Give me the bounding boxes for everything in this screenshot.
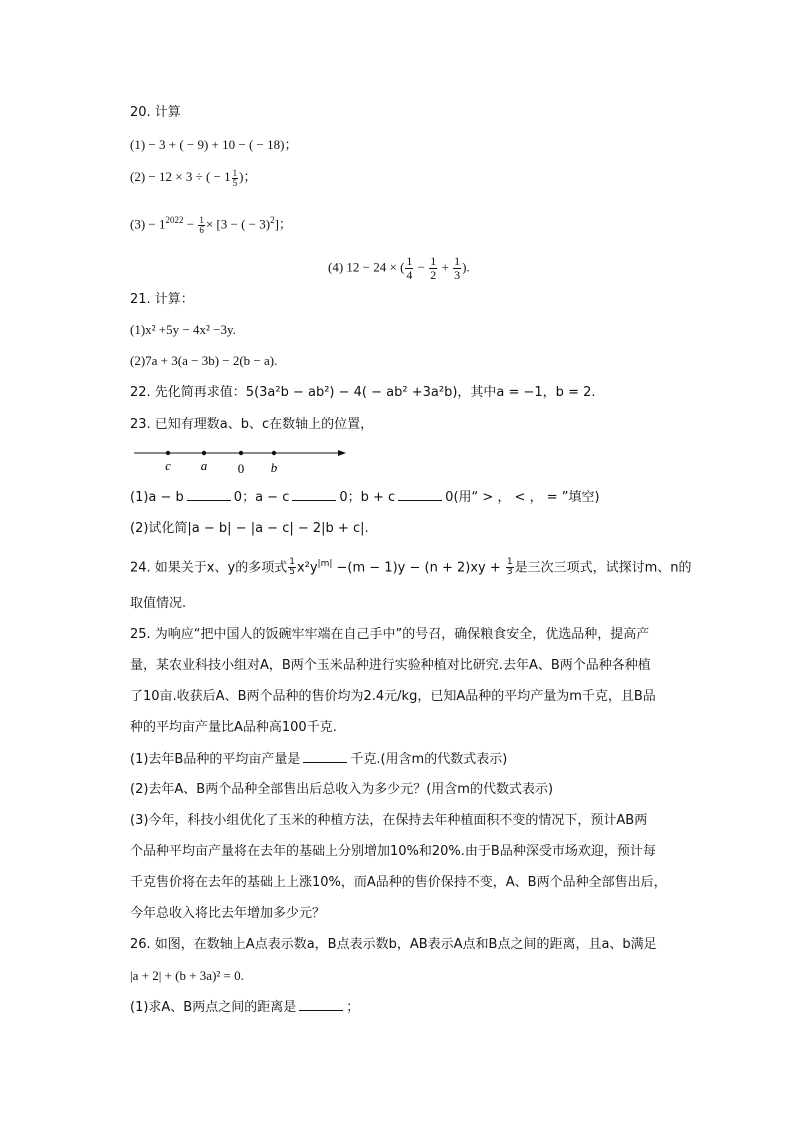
q26-line1: 26. 如图，在数轴上A点表示数a，B点表示数b，AB表示A点和B点之间的距离，且a、b满足: [130, 937, 657, 952]
q25-part1: [130, 750, 507, 769]
q20-part4-minus: −: [414, 259, 429, 275]
q23-part1-a: (1)a − b: [130, 490, 184, 505]
q20-part4-fraction1: [405, 255, 413, 282]
fraction-denominator: 6: [199, 224, 204, 235]
q20-part4-prefix: (4) 12 − 24 × (: [328, 259, 405, 275]
q24-line1: [130, 555, 692, 577]
label-zero: 0: [237, 461, 245, 475]
q24-middle: −(m − 1)y − (n + 2)xy +: [332, 560, 505, 576]
label-c: c: [165, 458, 171, 473]
q20-part2-prefix: (2) − 12 × 3 ÷ ( − 1: [130, 169, 231, 184]
point-c: [166, 451, 170, 455]
q20-part4: [328, 255, 470, 282]
q20-part4-end: ).: [462, 259, 470, 275]
q20-part3-minus: −: [183, 216, 198, 232]
q26-part1-semicolon: ；: [346, 1000, 360, 1015]
q20-part1: (1) − 3 + ( − 9) + 10 − ( − 18)；: [130, 137, 298, 152]
q24-term: x²y: [296, 560, 318, 576]
q25-line4: 种的平均亩产量比A品种高100千克.: [130, 720, 337, 735]
q26-part1-text: (1)求A、B两点之间的距离是: [130, 1000, 297, 1015]
q25-part3-line3: 千克售价将在去年的基础上上涨10%，而A品种的售价保持不变，A、B两个品种全部售出后，: [130, 875, 667, 890]
q20-part3-suffix: × [3 − ( − 3): [205, 216, 271, 232]
fraction-numerator: 1: [406, 254, 413, 268]
q20-part2-fraction: [232, 169, 239, 188]
fraction-numerator: 1: [430, 254, 437, 268]
arrow-head-icon: [338, 450, 346, 456]
q21-part1: (1)x² +5y − 4x² −3y.: [130, 322, 236, 337]
q20-part3-exponent: 2022: [165, 215, 184, 225]
label-b: b: [270, 460, 278, 475]
fraction-numerator: 1: [506, 557, 513, 568]
q25-part1-a: (1)去年B品种的平均亩产量是: [130, 752, 301, 767]
number-line-figure: [130, 445, 350, 475]
fraction-denominator: 3: [454, 268, 461, 282]
q25-part1-b: 千克.(用含m的代数式表示): [350, 752, 508, 767]
q24-line2: 取值情况.: [130, 596, 187, 611]
q21-part2: (2)7a + 3(a − 3b) − 2(b − a).: [130, 353, 278, 368]
q24-fraction2: [506, 558, 514, 577]
fraction-numerator: 1: [232, 167, 238, 178]
q20-part3-prefix: (3) − 1: [130, 216, 166, 232]
q20-part4-plus: +: [438, 259, 453, 275]
fraction-numerator: 1: [454, 254, 461, 268]
q24-prefix: 24. 如果关于x、y的多项式: [130, 560, 288, 576]
q20-title: 20. 计算: [130, 105, 181, 120]
point-zero: [239, 451, 243, 455]
q23-part1: [130, 488, 600, 507]
answer-blank-1[interactable]: [187, 488, 231, 501]
fraction-denominator: 3: [506, 567, 513, 578]
q23-part1-b: 0；a − c: [233, 490, 290, 505]
q25-part2: (2)去年A、B两个品种全部售出后总收入为多少元？(用含m的代数式表示): [130, 782, 554, 797]
q25-part3-line4: 今年总收入将比去年增加多少元？: [130, 906, 326, 921]
fraction-denominator: 5: [232, 177, 238, 188]
q26-part1: [130, 998, 359, 1017]
q22-text: 22. 先化简再求值：5(3a²b − ab²) − 4( − ab² +3a²b)，其中a = −1，b = 2.: [130, 385, 596, 400]
q24-end: 是三次三项式，试探讨m、n的: [514, 560, 692, 576]
q25-line3: 了10亩.收获后A、B两个品种的售价均为2.4元/kg，已知A品种的平均产量为m千克，且B品: [130, 689, 656, 704]
point-b: [272, 451, 276, 455]
q24-exponent: |m|: [317, 559, 333, 569]
q21-title: 21. 计算：: [130, 292, 194, 307]
q20-part4-fraction3: [453, 255, 461, 282]
q23-part2: (2)试化简|a − b| − |a − c| − 2|b + c|.: [130, 521, 369, 536]
q25-part3-line2: 个品种平均亩产量将在去年的基础上分别增加10%和20%.由于B品种深受市场欢迎，预计每: [130, 844, 656, 859]
point-a: [202, 451, 206, 455]
q23-part1-d: 0(用“ > ， < ， = ”填空): [445, 490, 600, 505]
q26-line2: |a + 2| + (b + 3a)² = 0.: [130, 968, 244, 983]
q20-part3-fraction: [198, 216, 205, 235]
answer-blank-4[interactable]: [303, 750, 347, 763]
fraction-numerator: 1: [289, 557, 295, 568]
q25-part3-line1: (3)今年，科技小组优化了玉米的种植方法，在保持去年种植面积不变的情况下，预计AB两: [130, 813, 648, 828]
q20-part3-end: ]；: [274, 216, 292, 232]
label-a: a: [200, 458, 208, 473]
q20-part2: [130, 168, 256, 188]
fraction-denominator: 4: [406, 268, 413, 282]
q23-part1-c: 0；b + c: [339, 490, 396, 505]
answer-blank-5[interactable]: [299, 998, 343, 1011]
answer-blank-2[interactable]: [292, 488, 336, 501]
q24-fraction1: [288, 558, 296, 577]
answer-blank-3[interactable]: [398, 488, 442, 501]
fraction-numerator: 1: [199, 214, 204, 225]
q23-title: 23. 已知有理数a、b、c在数轴上的位置，: [130, 417, 374, 432]
q20-part3-exponent2: 2: [270, 215, 275, 225]
q25-line1: 25. 为响应“把中国人的饭碗牢牢端在自己手中”的号召，确保粮食安全，优选品种，提高产: [130, 627, 650, 642]
q20-part2-suffix: )；: [239, 169, 257, 184]
q20-part3: [130, 211, 292, 235]
fraction-denominator: 2: [430, 268, 437, 282]
q20-part4-fraction2: [429, 255, 437, 282]
fraction-denominator: 5: [289, 567, 295, 578]
q25-line2: 量，某农业科技小组对A，B两个玉米品种进行实验种植对比研究.去年A、B两个品种各种植: [130, 658, 651, 673]
